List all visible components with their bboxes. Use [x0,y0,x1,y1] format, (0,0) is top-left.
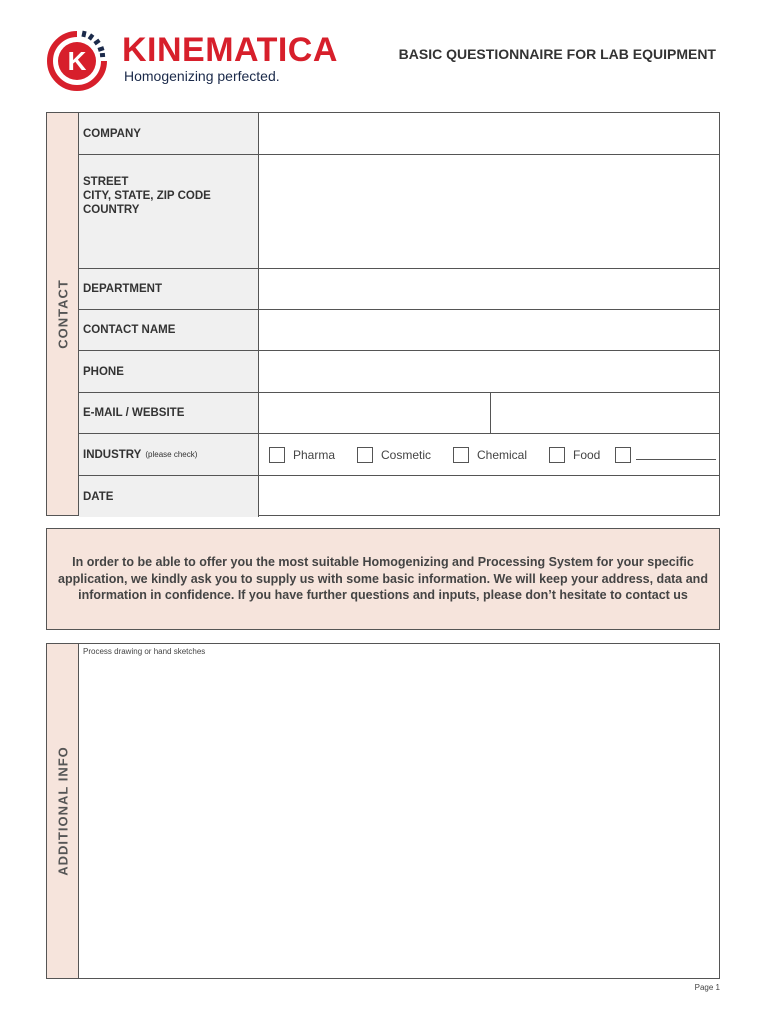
food-checkbox[interactable] [549,447,565,463]
chemical-checkbox[interactable] [453,447,469,463]
industry-options [259,434,719,475]
email-website-label: E-MAIL / WEBSITE [79,393,259,433]
other-checkbox[interactable] [615,447,631,463]
company-field[interactable] [259,113,719,154]
date-label: DATE [79,476,259,517]
street-label: STREET [83,176,129,188]
address-label [79,155,259,268]
industry-option-other[interactable] [615,446,639,464]
contact-section [46,112,720,516]
phone-label: PHONE [79,351,259,392]
industry-note: (please check) [145,450,198,459]
contact-name-label: CONTACT NAME [79,310,259,350]
info-notice: In order to be able to offer you the most suitable Homogenizing and Processing System for your specific application, we kindly ask you to supply us with some basic information. We will keep your address, data and information in confidence. If you have further questions and inputs, please don’t hesitate to contact us [46,528,720,630]
document-title: BASIC QUESTIONNAIRE FOR LAB EQUIPMENT [398,46,716,62]
food-label: Food [573,448,601,462]
chemical-label: Chemical [477,448,528,462]
industry-label [79,434,259,475]
country-label: COUNTRY [83,204,140,216]
sketch-area[interactable] [79,644,719,978]
pharma-label: Pharma [293,448,336,462]
department-field[interactable] [259,269,719,309]
contact-name-field[interactable] [259,310,719,350]
phone-row [79,351,719,393]
address-field[interactable] [259,155,719,268]
industry-option-cosmetic[interactable] [357,446,431,464]
city-state-zip-label: CITY, STATE, ZIP CODE [83,190,211,202]
page-number: Page 1 [694,983,720,992]
email-field[interactable] [259,393,490,433]
email-website-fields [259,393,719,433]
cosmetic-label: Cosmetic [381,448,432,462]
additional-side-band [47,644,79,978]
date-field[interactable] [259,476,719,517]
kinematica-logo-icon [44,28,110,94]
company-label: COMPANY [79,113,259,154]
date-row [79,476,719,517]
brand-tagline: Homogenizing perfected. [124,68,280,84]
address-row [79,155,719,269]
email-website-row [79,393,719,434]
department-row [79,269,719,310]
department-label: DEPARTMENT [79,269,259,309]
brand-name: KINEMATICA [122,31,338,69]
contact-side-band [47,113,79,515]
other-industry-line[interactable] [636,459,716,460]
contact-section-label: CONTACT [55,279,70,349]
page-header [44,24,724,94]
additional-info-section [46,643,720,979]
industry-option-food[interactable] [549,446,600,464]
pharma-checkbox[interactable] [269,447,285,463]
company-row [79,113,719,155]
industry-option-pharma[interactable] [269,446,335,464]
svg-text:K: K [67,46,87,76]
contact-name-row [79,310,719,351]
additional-section-label: ADDITIONAL INFO [55,746,70,876]
website-field[interactable] [491,393,719,433]
phone-field[interactable] [259,351,719,392]
industry-option-chemical[interactable] [453,446,527,464]
cosmetic-checkbox[interactable] [357,447,373,463]
industry-row [79,434,719,476]
industry-label-text: INDUSTRY [83,448,142,461]
drawing-note: Process drawing or hand sketches [83,647,206,656]
